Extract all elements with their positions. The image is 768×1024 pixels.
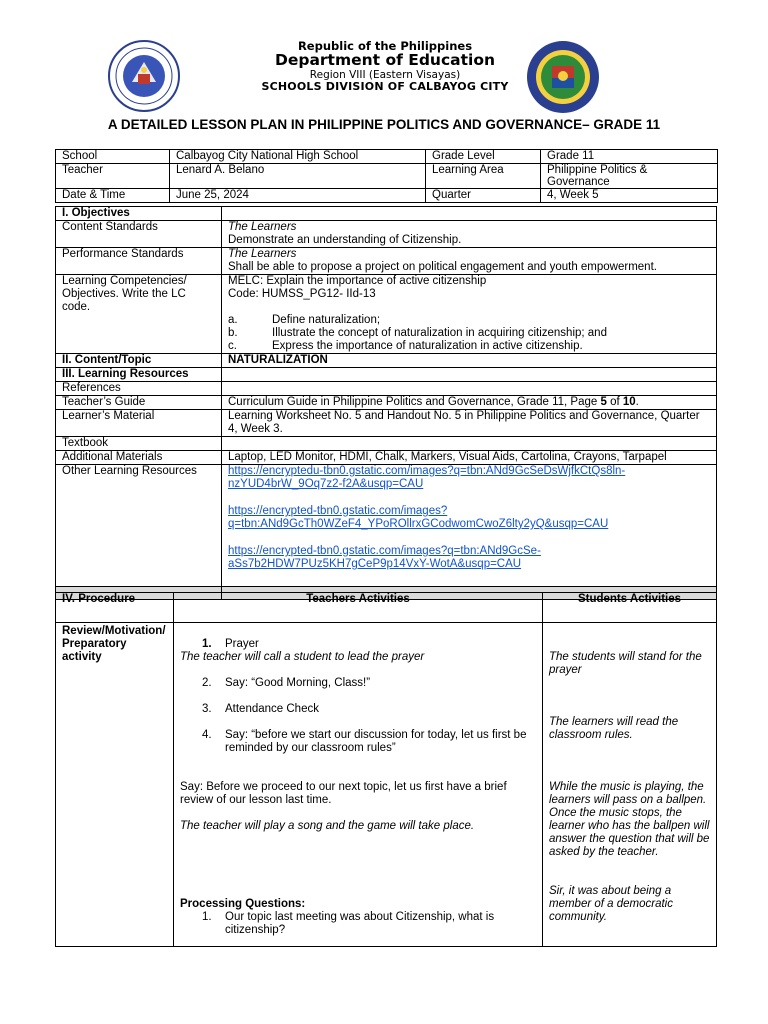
other-resources bbox=[222, 465, 717, 587]
content-standards: The Learners Demonstrate an understanding of Citizenship. bbox=[222, 221, 717, 248]
song-instruction: The teacher will play a song and the game will take place. bbox=[180, 820, 475, 832]
references-label: References bbox=[56, 382, 222, 396]
step-attendance: 3. Attendance Check bbox=[202, 703, 319, 715]
processing-questions-heading: Processing Questions: bbox=[180, 898, 306, 910]
content-topic-label: II. Content/Topic bbox=[56, 354, 222, 368]
content-topic: NATURALIZATION bbox=[222, 354, 717, 368]
objective-c: c. Express the importance of naturalization in active citizenship. bbox=[228, 340, 583, 352]
quarter-value: 4, Week 5 bbox=[541, 189, 718, 203]
objective-a: a. Define naturalization; bbox=[228, 314, 381, 326]
other-resources-label: Other Learning Resources bbox=[56, 465, 222, 587]
additional-materials-label: Additional Materials bbox=[56, 451, 222, 465]
performance-standards: The Learners Shall be able to propose a project on political engagement and youth empowerment. bbox=[222, 248, 717, 275]
date-label: Date & Time bbox=[56, 189, 170, 203]
school-label: School bbox=[56, 150, 170, 164]
date-value: June 25, 2024 bbox=[170, 189, 426, 203]
school-value: Calbayog City National High School bbox=[170, 150, 426, 164]
additional-materials: Laptop, LED Monitor, HDMI, Chalk, Markers, Visual Aids, Cartolina, Crayons, Tarpapel bbox=[222, 451, 717, 465]
info-table bbox=[55, 149, 718, 203]
document-title: A DETAILED LESSON PLAN IN PHILIPPINE POLITICS AND GOVERNANCE– GRADE 11 bbox=[107, 117, 661, 132]
step-prayer: 1. Prayer bbox=[202, 638, 259, 650]
competencies-label: Learning Competencies/ Objectives. Write the LC code. bbox=[56, 275, 222, 354]
textbook-label: Textbook bbox=[56, 437, 222, 451]
students-activities-heading: Students Activities bbox=[543, 593, 717, 623]
header-region: Region VIII (Eastern Visayas) bbox=[309, 69, 461, 81]
deped-seal-logo bbox=[108, 40, 180, 112]
resource-link-3[interactable]: https://encrypted-tbn0.gstatic.com/images?q=tbn:ANd9GcSe- aSs7b2HDW7PUz5KH7gCeP9p14VxY-WotA&usqp=CAU bbox=[228, 545, 541, 570]
teacher-label: Teacher bbox=[56, 164, 170, 189]
step-rules: 4. Say: “before we start our discussion for today, let us first be bbox=[202, 729, 527, 741]
teachers-activities: 1. Prayer The teacher will call a student to lead the prayer 2. Say: “Good Morning, Class!” 3. Attendance Check 4. Say: “before we start our discussion for today, let us first be reminded by our classroom rules” Say: Before we proceed to our next topic, let us first have a brief review of our lesson last time. The teacher will play a song and the game will take place. Processing Questions: 1. Our topic last meeting was about Citizenship, what is citizenship? bbox=[174, 623, 543, 947]
learners-material: Learning Worksheet No. 5 and Handout No. 5 in Philippine Politics and Governance, Quarter 4, Week 3. bbox=[222, 410, 717, 437]
procedure-heading: IV. Procedure bbox=[56, 593, 174, 623]
students-activities: The students will stand for the prayer The learners will read the classroom rules. While the music is playing, the learners will pass on a ballpen. Once the music stops, the learner who has the ballpen will answer the question that will be asked by the teacher. Sir, it was about being a member of a democratic community. bbox=[543, 623, 717, 947]
grade-label: Grade Level bbox=[426, 150, 541, 164]
stage-label: Review/Motivation/ Preparatory activity bbox=[56, 623, 174, 947]
competencies: MELC: Explain the importance of active citizenship Code: HUMSS_PG12- IId-13 a. Define naturalization; b. Illustrate the concept of naturalization in acquiring citizenship; and c. Express the importance of naturalization in active citizenship. bbox=[222, 275, 717, 354]
lesson-plan-table bbox=[55, 206, 717, 600]
review-instruction: Say: Before we proceed to our next topic, let us first have a brief bbox=[180, 781, 507, 793]
area-value: Philippine Politics & Governance bbox=[541, 164, 718, 189]
grade-value: Grade 11 bbox=[541, 150, 718, 164]
header-department: Department of Education bbox=[274, 51, 496, 69]
area-label: Learning Area bbox=[426, 164, 541, 189]
teachers-activities-heading: Teachers Activities bbox=[174, 593, 543, 623]
procedure-table bbox=[55, 592, 717, 947]
learning-resources-heading: III. Learning Resources bbox=[56, 368, 222, 382]
header-division: SCHOOLS DIVISION OF CALBAYOG CITY bbox=[261, 80, 509, 93]
teachers-guide-label: Teacher’s Guide bbox=[56, 396, 222, 410]
objective-b: b. Illustrate the concept of naturalization in acquiring citizenship; and bbox=[228, 327, 607, 339]
performance-standards-label: Performance Standards bbox=[56, 248, 222, 275]
teacher-value: Lenard A. Belano bbox=[170, 164, 426, 189]
content-standards-label: Content Standards bbox=[56, 221, 222, 248]
resource-link-1[interactable]: https://encryptedu-tbn0.gstatic.com/images?q=tbn:ANd9GcSeDsWjfkCtQs8ln- nzYUD4brW_9Oq7z2-f2A&usqp=CAU bbox=[228, 465, 626, 490]
header-republic: Republic of the Philippines bbox=[297, 39, 473, 53]
quarter-label: Quarter bbox=[426, 189, 541, 203]
step-greeting: 2. Say: “Good Morning, Class!” bbox=[202, 677, 371, 689]
resource-link-2[interactable]: https://encrypted-tbn0.gstatic.com/images? q=tbn:ANd9GcTh0WZeF4_YPoROllrxGCodwomCwoZ6lty2yQ&usqp=CAU bbox=[228, 505, 609, 530]
learners-material-label: Learner’s Material bbox=[56, 410, 222, 437]
question-1: 1. Our topic last meeting was about Citizenship, what is bbox=[202, 911, 495, 923]
objectives-heading: I. Objectives bbox=[56, 207, 222, 221]
teachers-guide: Curriculum Guide in Philippine Politics and Governance, Grade 11, Page 5 of 10. bbox=[222, 396, 717, 410]
